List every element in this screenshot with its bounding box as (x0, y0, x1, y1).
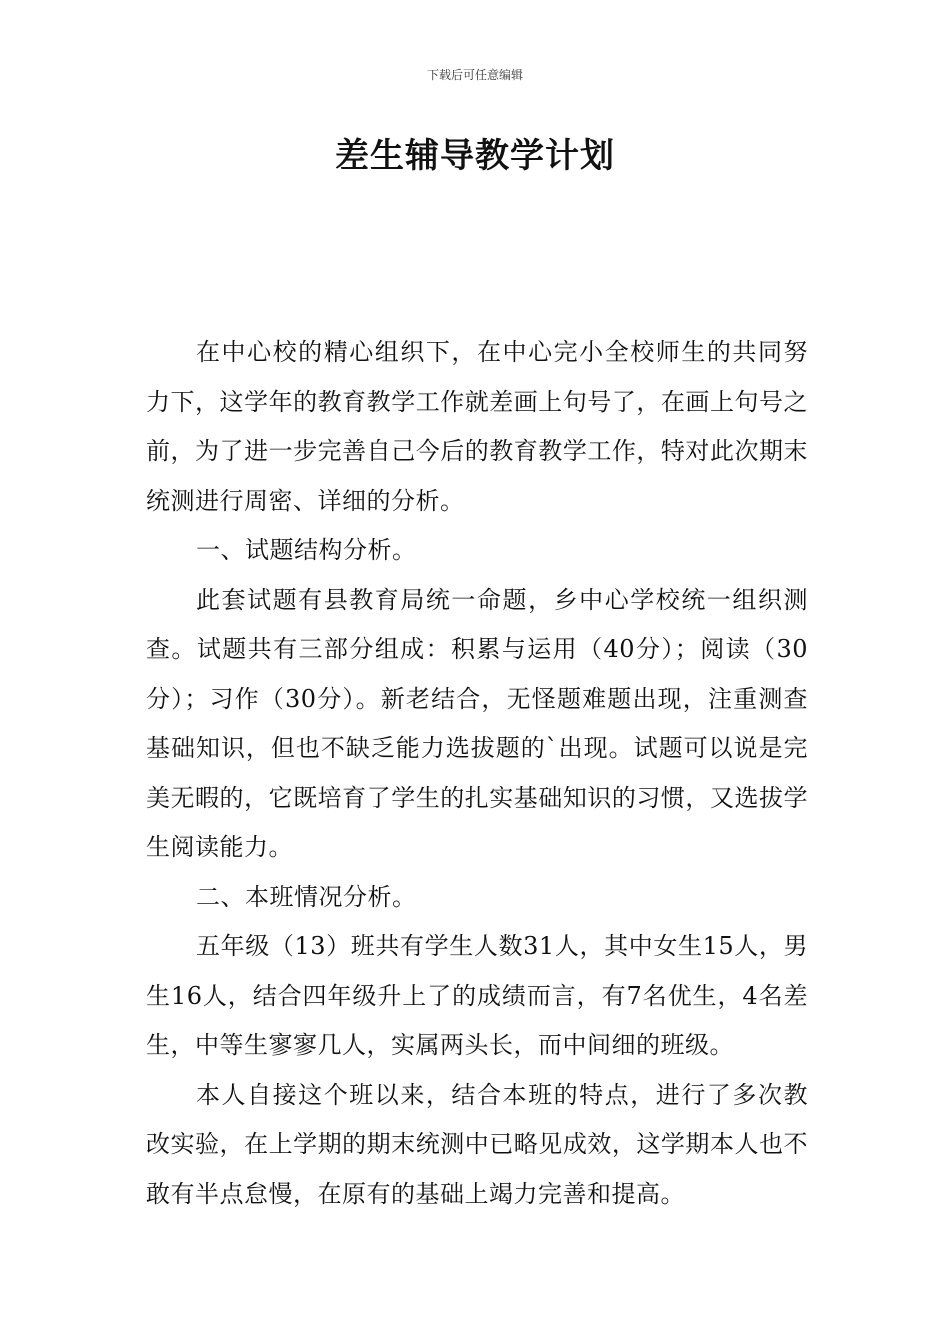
section-heading-1: 一、试题结构分析。 (196, 536, 417, 564)
paragraph-class-stats: 五年级（13）班共有学生人数31人，其中女生15人，男生16人，结合四年级升上了的成绩而言，有7名优生，4名差生，中等生寥寥几人，实属两头长，而中间细的班级。 (146, 932, 808, 1059)
paragraph-teaching-effort: 本人自接这个班以来，结合本班的特点，进行了多次教改实验，在上学期的期末统测中已略见成效，这学期本人也不敢有半点怠慢，在原有的基础上竭力完善和提高。 (146, 1080, 808, 1208)
document-title: 差生辅导教学计划 (335, 136, 615, 176)
document-body (146, 328, 808, 1219)
paragraph-intro: 在中心校的精心组织下，在中心完小全校师生的共同努力下，这学年的教育教学工作就差画上句号了，在画上句号之前，为了进一步完善自己今后的教育教学工作，特对此次期末统测进行周密、详细的分析。 (146, 338, 808, 515)
section-heading-2: 二、本班情况分析。 (196, 882, 417, 911)
header-note: 下载后可任意编辑 (426, 68, 523, 82)
paragraph-test-structure: 此套试题有县教育局统一命题，乡中心学校统一组织测查。试题共有三部分组成：积累与运用（40分）；阅读（30分）；习作（30分）。新老结合，无怪题难题出现，注重测查基础知识，但也不缺乏能力选拔题的`出现。试题可以说是完美无暇的，它既培育了学生的扎实基础知识的习惯，又选拔学生阅读能力。 (146, 585, 808, 861)
